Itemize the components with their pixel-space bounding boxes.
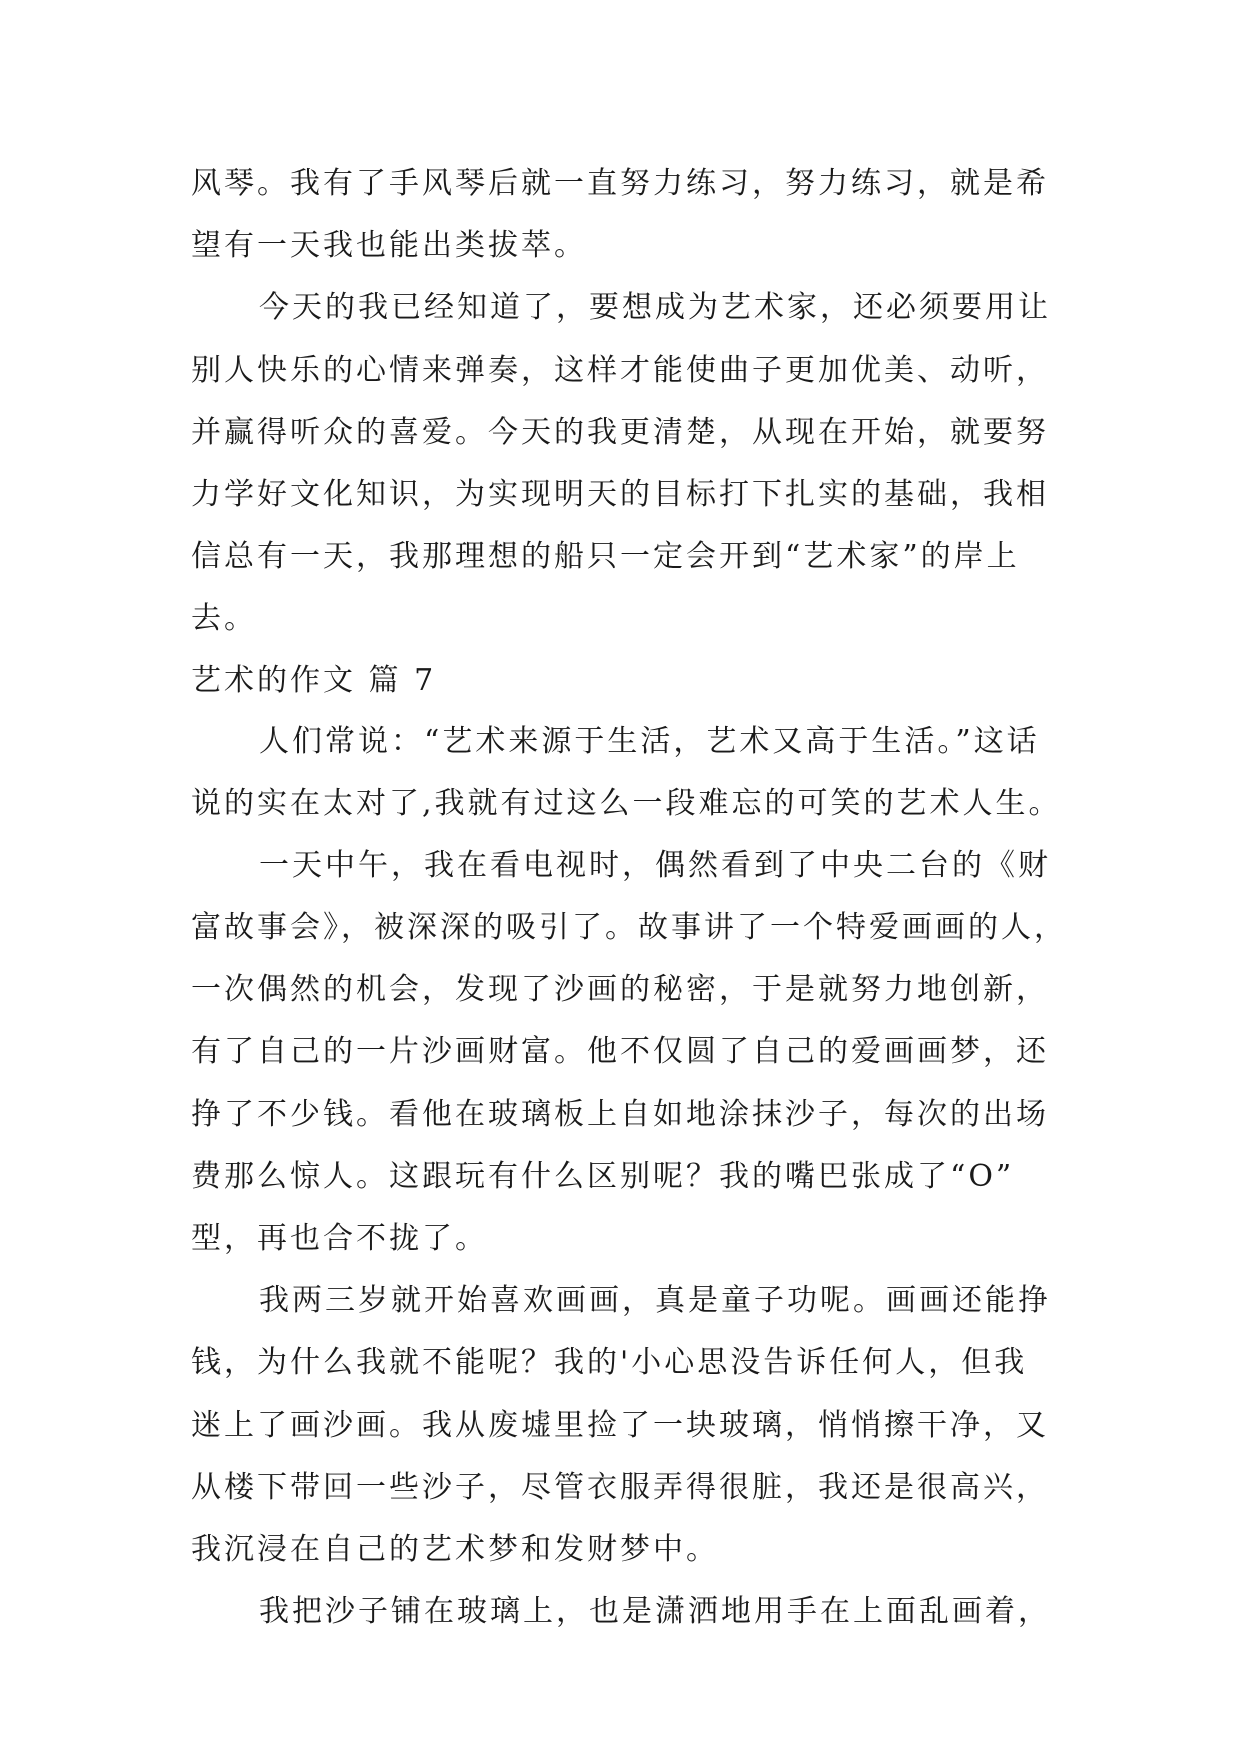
text-line: 从楼下带回一些沙子，尽管衣服弄得很脏，我还是很高兴， [191,1469,1049,1505]
text-line: 钱，为什么我就不能呢？我的'小心思没告诉任何人，但我 [191,1345,1028,1381]
text-line: 我沉浸在自己的艺术梦和发财梦中。 [191,1531,719,1567]
section-heading: 艺术的作文 篇 7 [191,662,437,698]
paragraph-start-line: 人们常说：“艺术来源于生活，艺术又高于生活。”这话 [259,723,1040,759]
document-body [191,153,1067,1643]
text-line: 挣了不少钱。看他在玻璃板上自如地涂抹沙子，每次的出场 [191,1096,1049,1132]
text-line: 去。 [191,601,257,637]
paragraph-start-line: 我把沙子铺在玻璃上，也是潇洒地用手在上面乱画着， [259,1594,1051,1630]
text-line: 费那么惊人。这跟玩有什么区别呢？我的嘴巴张成了“O” [191,1158,1015,1194]
text-line: 风琴。我有了手风琴后就一直努力练习，努力练习，就是希 [191,166,1049,201]
paragraph-start-line: 我两三岁就开始喜欢画画，真是童子功呢。画画还能挣 [259,1283,1051,1319]
text-line: 型，再也合不拢了。 [191,1221,488,1256]
text-line: 一次偶然的机会，发现了沙画的秘密，于是就努力地创新， [191,972,1049,1008]
text-line: 富故事会》，被深深的吸引了。故事讲了一个特爱画画的人， [191,910,1067,946]
text-line: 力学好文化知识，为实现明天的目标打下扎实的基础，我相 [191,476,1049,512]
paragraph-start-line: 今天的我已经知道了，要想成为艺术家，还必须要用让 [259,290,1051,326]
text-line: 别人快乐的心情来弹奏，这样才能使曲子更加优美、动听， [191,352,1049,388]
text-line: 望有一天我也能出类拔萃。 [191,228,587,264]
paragraph-start-line: 一天中午，我在看电视时，偶然看到了中央二台的《财 [259,847,1051,883]
text-line: 说的实在太对了,我就有过这么一段难忘的可笑的艺术人生。 [191,785,1062,821]
text-line: 并赢得听众的喜爱。今天的我更清楚，从现在开始，就要努 [191,414,1049,450]
text-line: 信总有一天，我那理想的船只一定会开到“艺术家”的岸上 [191,539,1020,575]
text-line: 有了自己的一片沙画财富。他不仅圆了自己的爱画画梦，还 [191,1034,1049,1070]
text-line: 迷上了画沙画。我从废墟里捡了一块玻璃，悄悄擦干净，又 [191,1407,1049,1443]
